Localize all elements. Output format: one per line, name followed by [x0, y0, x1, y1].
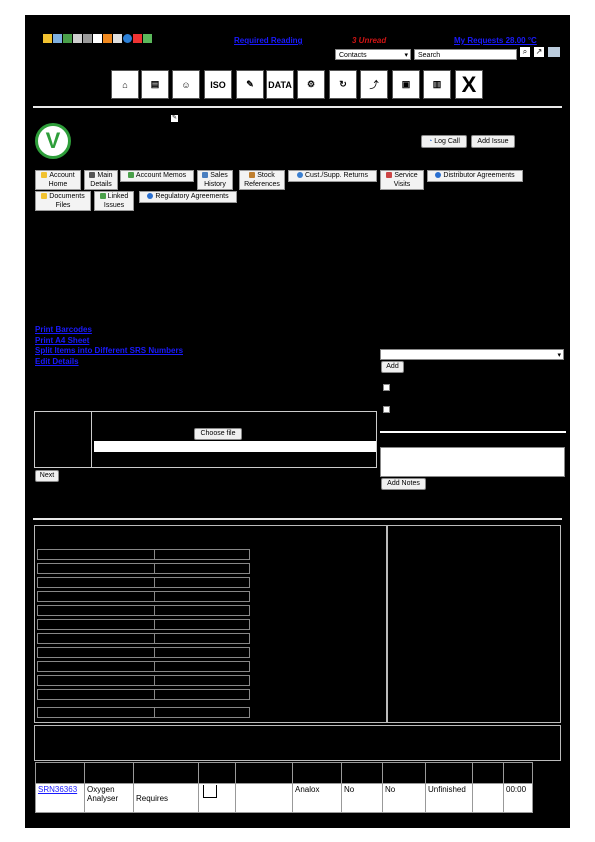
refresh-icon[interactable]: [143, 34, 152, 43]
option-checkbox-2[interactable]: [383, 406, 390, 413]
page-icon[interactable]: [93, 34, 102, 43]
calc-icon[interactable]: [83, 34, 92, 43]
box-icon[interactable]: ▣: [392, 70, 420, 99]
mail-icon[interactable]: [103, 34, 112, 43]
side-panel: [387, 525, 561, 723]
item-name: Oxygen: [87, 785, 115, 794]
summary-panel: [34, 725, 561, 761]
book-icon[interactable]: ▥: [423, 70, 451, 99]
print-a4-link[interactable]: Print A4 Sheet: [35, 336, 90, 345]
detail-row: [37, 675, 250, 686]
item-name-2: Analyser: [87, 794, 119, 803]
add-button[interactable]: Add: [381, 361, 404, 373]
chart-icon[interactable]: ⤴: [360, 70, 388, 99]
tab-documents-files[interactable]: Documents Files: [35, 191, 91, 211]
toolbar-mini-icons: [43, 34, 153, 43]
tab-account-home[interactable]: Account Home: [35, 170, 81, 190]
edit-document-icon[interactable]: ✎: [236, 70, 264, 99]
data-icon[interactable]: DATA: [266, 70, 294, 99]
tab-stock-references[interactable]: Stock References: [239, 170, 285, 190]
tab-main-details[interactable]: Main Details: [84, 170, 118, 190]
users-icon[interactable]: ☺: [172, 70, 200, 99]
tab-account-memos[interactable]: Account Memos: [120, 170, 194, 182]
refresh-icon[interactable]: [548, 47, 560, 57]
archive-icon[interactable]: ▤: [141, 70, 169, 99]
edit-details-link[interactable]: Edit Details: [35, 357, 79, 366]
home-icon[interactable]: ⌂: [111, 70, 139, 99]
edit-icon[interactable]: ✎: [171, 115, 178, 121]
detail-row: [37, 661, 250, 672]
contacts-select[interactable]: Contacts ▾: [335, 49, 411, 60]
tab-service-visits[interactable]: Service Visits: [380, 170, 424, 190]
divider: [33, 518, 562, 520]
detail-row: [37, 549, 250, 560]
check-icon[interactable]: [63, 34, 72, 43]
print-icon[interactable]: [73, 34, 82, 43]
list-icon[interactable]: [113, 34, 122, 43]
status-text: Requires: [136, 794, 169, 803]
detail-row: [37, 619, 250, 630]
tab-regulatory-agreements[interactable]: Regulatory Agreements: [139, 191, 237, 203]
time-text: 00:00: [506, 785, 527, 794]
brand-text: Analox: [295, 785, 320, 794]
iso-icon[interactable]: ISO: [204, 70, 232, 99]
flag-one: No: [344, 785, 355, 794]
log-call-button[interactable]: ◔ Log Call: [421, 135, 467, 148]
tab-sales-history[interactable]: Sales History: [197, 170, 233, 190]
company-logo: V: [35, 123, 71, 159]
file-name-field[interactable]: [94, 441, 376, 452]
table-header-row: [36, 763, 533, 784]
split-items-link[interactable]: Split Items into Different SRS Numbers: [35, 346, 184, 355]
info-icon[interactable]: [123, 34, 132, 43]
print-barcodes-link[interactable]: Print Barcodes: [35, 325, 92, 334]
next-button[interactable]: Next: [35, 470, 59, 482]
external-link-icon[interactable]: ↗: [535, 47, 543, 56]
add-issue-button[interactable]: Add Issue: [471, 135, 515, 148]
detail-row: [37, 689, 250, 700]
tab-distributor-agreements[interactable]: Distributor Agreements: [427, 170, 523, 182]
detail-row: [37, 605, 250, 616]
detail-row: [37, 577, 250, 588]
detail-row: [37, 707, 250, 718]
refresh-big-icon[interactable]: ↻: [329, 70, 357, 99]
upload-divider: [91, 411, 92, 468]
detail-row: [37, 647, 250, 658]
required-reading-link[interactable]: Required Reading: [234, 36, 303, 45]
add-notes-button[interactable]: Add Notes: [381, 478, 426, 490]
barcode-icon[interactable]: [203, 785, 217, 798]
divider: [33, 106, 562, 108]
detail-row: [37, 591, 250, 602]
grid-icon[interactable]: [53, 34, 62, 43]
detail-row: [37, 633, 250, 644]
option-checkbox-1[interactable]: [383, 384, 390, 391]
status-select[interactable]: ▾: [380, 349, 564, 360]
detail-row: [37, 563, 250, 574]
folder-icon[interactable]: [43, 34, 52, 43]
notes-textarea[interactable]: [380, 447, 565, 477]
flag-two: No: [385, 785, 396, 794]
settings-icon[interactable]: ⚙: [297, 70, 325, 99]
choose-file-button[interactable]: Choose file: [194, 428, 242, 440]
search-icon[interactable]: ⌕: [520, 47, 530, 57]
state-text: Unfinished: [428, 785, 466, 794]
tab-cust-supp-returns[interactable]: Cust./Supp. Returns: [288, 170, 377, 182]
search-input[interactable]: Search: [414, 49, 517, 60]
my-requests-link[interactable]: My Requests 28.00 °C: [454, 36, 537, 45]
srn-link[interactable]: SRN36363: [38, 785, 78, 794]
tab-linked-issues[interactable]: Linked Issues: [94, 191, 134, 211]
table-row: [36, 784, 533, 813]
unread-count[interactable]: 3 Unread: [352, 36, 387, 45]
alert-icon[interactable]: [133, 34, 142, 43]
items-table: [35, 762, 533, 813]
close-icon[interactable]: X: [455, 70, 483, 99]
notes-divider: [380, 431, 566, 433]
